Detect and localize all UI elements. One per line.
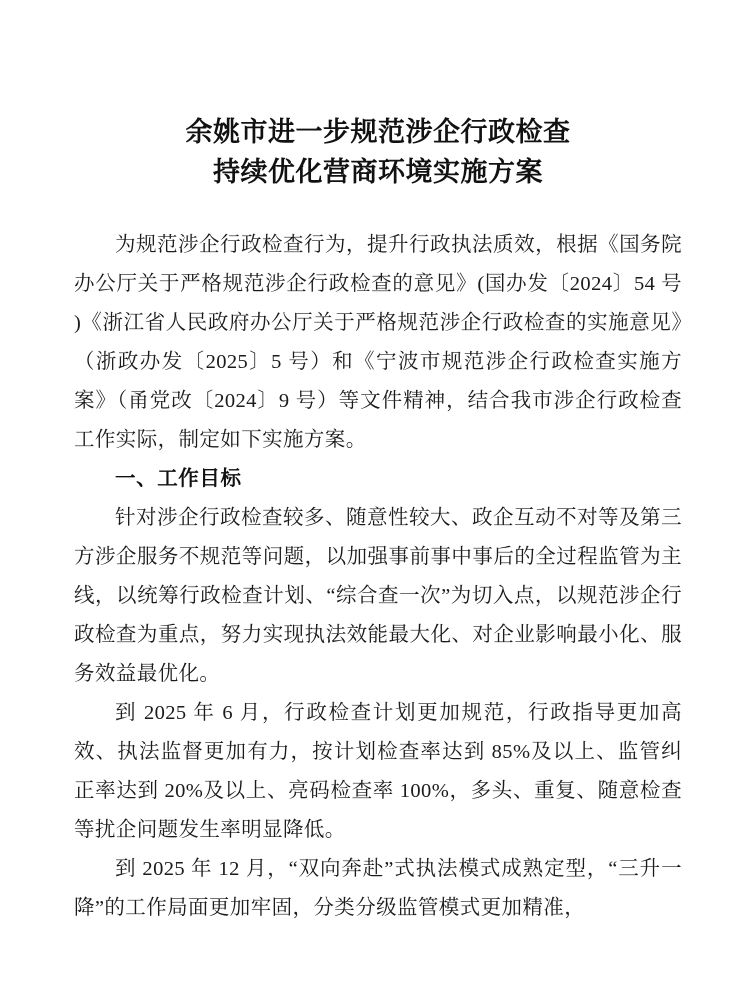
document-body [74,226,682,928]
paragraph-goals-overview: 针对涉企行政检查较多、随意性较大、政企互动不对等及第三方涉企服务不规范等问题，以加强事前事中事后的全过程监管为主线，以统筹行政检查计划、“综合查一次”为切入点，以规范涉企行政检查为重点，努力实现执法效能最大化、对企业影响最小化、服务效益最优化。 [74,507,682,685]
page-title-line-1: 余姚市进一步规范涉企行政检查 [185,117,571,147]
paragraph-goals-2025-december: 到 2025 年 12 月，“双向奔赴”式执法模式成熟定型，“三升一降”的工作局面更加牢固，分类分级监管模式更加精准， [74,858,682,919]
section-heading-work-goals: 一、工作目标 [115,468,242,490]
paragraph-intro: 为规范涉企行政检查行为，提升行政执法质效，根据《国务院办公厅关于严格规范涉企行政检查的意见》(国办发〔2024〕54 号 )《浙江省人民政府办公厅关于严格规范涉企行政检查的实施意见》（浙政办发〔2025〕5 号）和《宁波市规范涉企行政检查实施方案》（甬党改〔2024〕9 号）等文件精神，结合我市涉企行政检查工作实际，制定如下实施方案。 [74,234,682,451]
paragraph-goals-2025-june: 到 2025 年 6 月，行政检查计划更加规范，行政指导更加高效、执法监督更加有力，按计划检查率达到 85%及以上、监管纠正率达到 20%及以上、亮码检查率 100%，多头、重复、随意检查等扰企问题发生率明显降低。 [74,702,682,841]
page-title-line-2: 持续优化营商环境实施方案 [213,157,543,187]
page-title [74,112,682,192]
